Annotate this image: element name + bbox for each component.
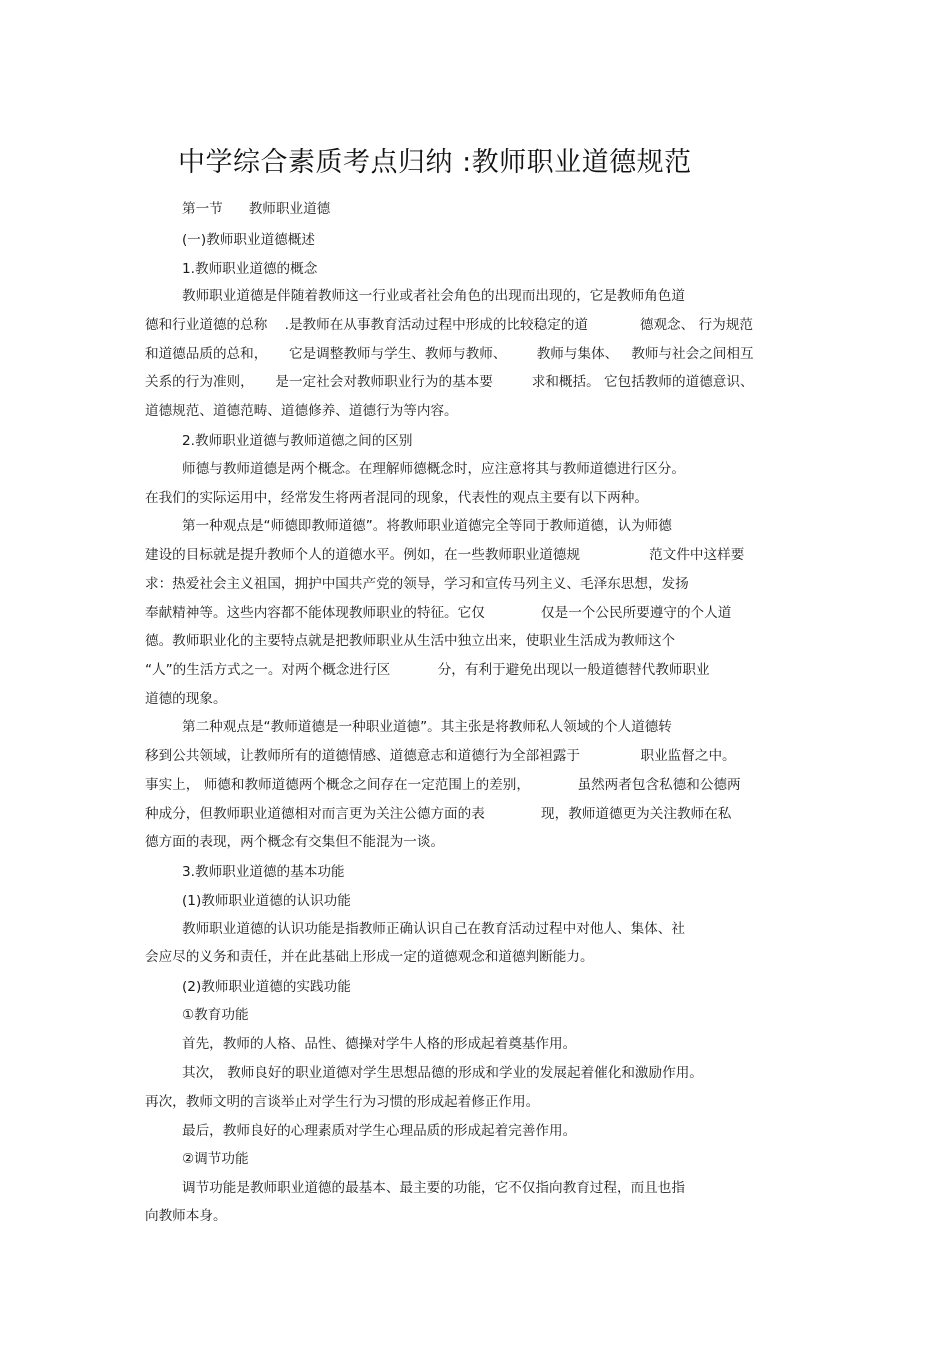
body-line: 道德的现象。 [145,691,227,707]
body-line: 再次，教师文明的言谈举止对学生行为习惯的形成起着修正作用。 [145,1094,540,1110]
body-line: 首先，教师的人格、品性、德操对学牛人格的形成起着奠基作用。 [182,1036,577,1052]
body-line: 第一种观点是“师德即教师道德”。将教师职业道德完全等同于教师道德，认为师德 [182,518,672,534]
body-line: 德方面的表现，两个概念有交集但不能混为一谈。 [145,834,445,850]
body-line: 调节功能是教师职业道德的最基本、最主要的功能，它不仅指向教育过程，而且也指 [182,1180,685,1196]
body-line: “人”的生活方式之一。对两个概念进行区 分，有利于避免出现以一般道德替代教师职业 [145,662,710,678]
body-line: 求：热爱社会主义祖国，拥护中国共产党的领导，学习和宣传马列主义、毛泽东思想，发扬 [145,576,689,592]
body-line: 种成分，但教师职业道德相对而言更为关注公德方面的表 现，教师道德更为关注教师在私 [145,806,732,822]
section-heading: 第一节 教师职业道德 [182,201,331,217]
item-heading: 1.教师职业道德的概念 [182,261,318,277]
body-line: 和道德品质的总和， 它是调整教师与学生、教师与教师、 教师与集体、 教师与社会之间相互 [145,346,754,362]
body-line: 教师职业道德的认识功能是指教师正确认识自己在教育活动过程中对他人、集体、社 [182,921,685,937]
item-heading: 3.教师职业道德的基本功能 [182,864,345,880]
subsection-heading: (一)教师职业道德概述 [182,232,315,248]
item-heading: ①教育功能 [182,1007,249,1023]
item-heading: (1)教师职业道德的认识功能 [182,893,351,909]
body-line: 最后，教师良好的心理素质对学生心理品质的形成起着完善作用。 [182,1123,577,1139]
body-line: 移到公共领域，让教师所有的道德情感、道德意志和道德行为全部袒露于 职业监督之中。 [145,748,736,764]
item-heading: ②调节功能 [182,1151,249,1167]
body-line: 会应尽的义务和责任，并在此基础上形成一定的道德观念和道德判断能力。 [145,949,594,965]
document-title: 中学综合素质考点归纳 :教师职业道德规范 [178,147,692,178]
body-line: 道德规范、道德范畴、道德修养、道德行为等内容。 [145,403,458,419]
body-line: 向教师本身。 [145,1208,227,1224]
body-line: 德和行业道德的总称 .是教师在从事教育活动过程中形成的比较稳定的道 德观念、 行为规范 [145,317,753,333]
body-line: 关系的行为准则， 是一定社会对教师职业行为的基本要 求和概括。 它包括教师的道德意识、 [145,374,754,390]
body-line: 师德与教师道德是两个概念。在理解师德概念时，应注意将其与教师道德进行区分。 [182,461,685,477]
body-line: 在我们的实际运用中，经常发生将两者混同的现象，代表性的观点主要有以下两种。 [145,490,648,506]
body-line: 建设的目标就是提升教师个人的道德水平。例如，在一些教师职业道德规 范文件中这样要 [145,547,745,563]
item-heading: (2)教师职业道德的实践功能 [182,979,351,995]
item-heading: 2.教师职业道德与教师道德之间的区别 [182,433,413,449]
body-line: 奉献精神等。这些内容都不能体现教师职业的特征。它仅 仅是一个公民所要遵守的个人道 [145,605,732,621]
body-line: 德。教师职业化的主要特点就是把教师职业从生活中独立出来，使职业生活成为教师这个 [145,633,676,649]
body-line: 其次， 教师良好的职业道德对学生思想品德的形成和学业的发展起着催化和激励作用。 [182,1065,703,1081]
body-line: 教师职业道德是伴随着教师这一行业或者社会角色的出现而出现的，它是教师角色道 [182,288,685,304]
body-line: 第二种观点是“教师道德是一种职业道德”。其主张是将教师私人领域的个人道德转 [182,719,672,735]
body-line: 事实上， 师德和教师道德两个概念之间存在一定范围上的差别， 虽然两者包含私德和公德两 [145,777,741,793]
